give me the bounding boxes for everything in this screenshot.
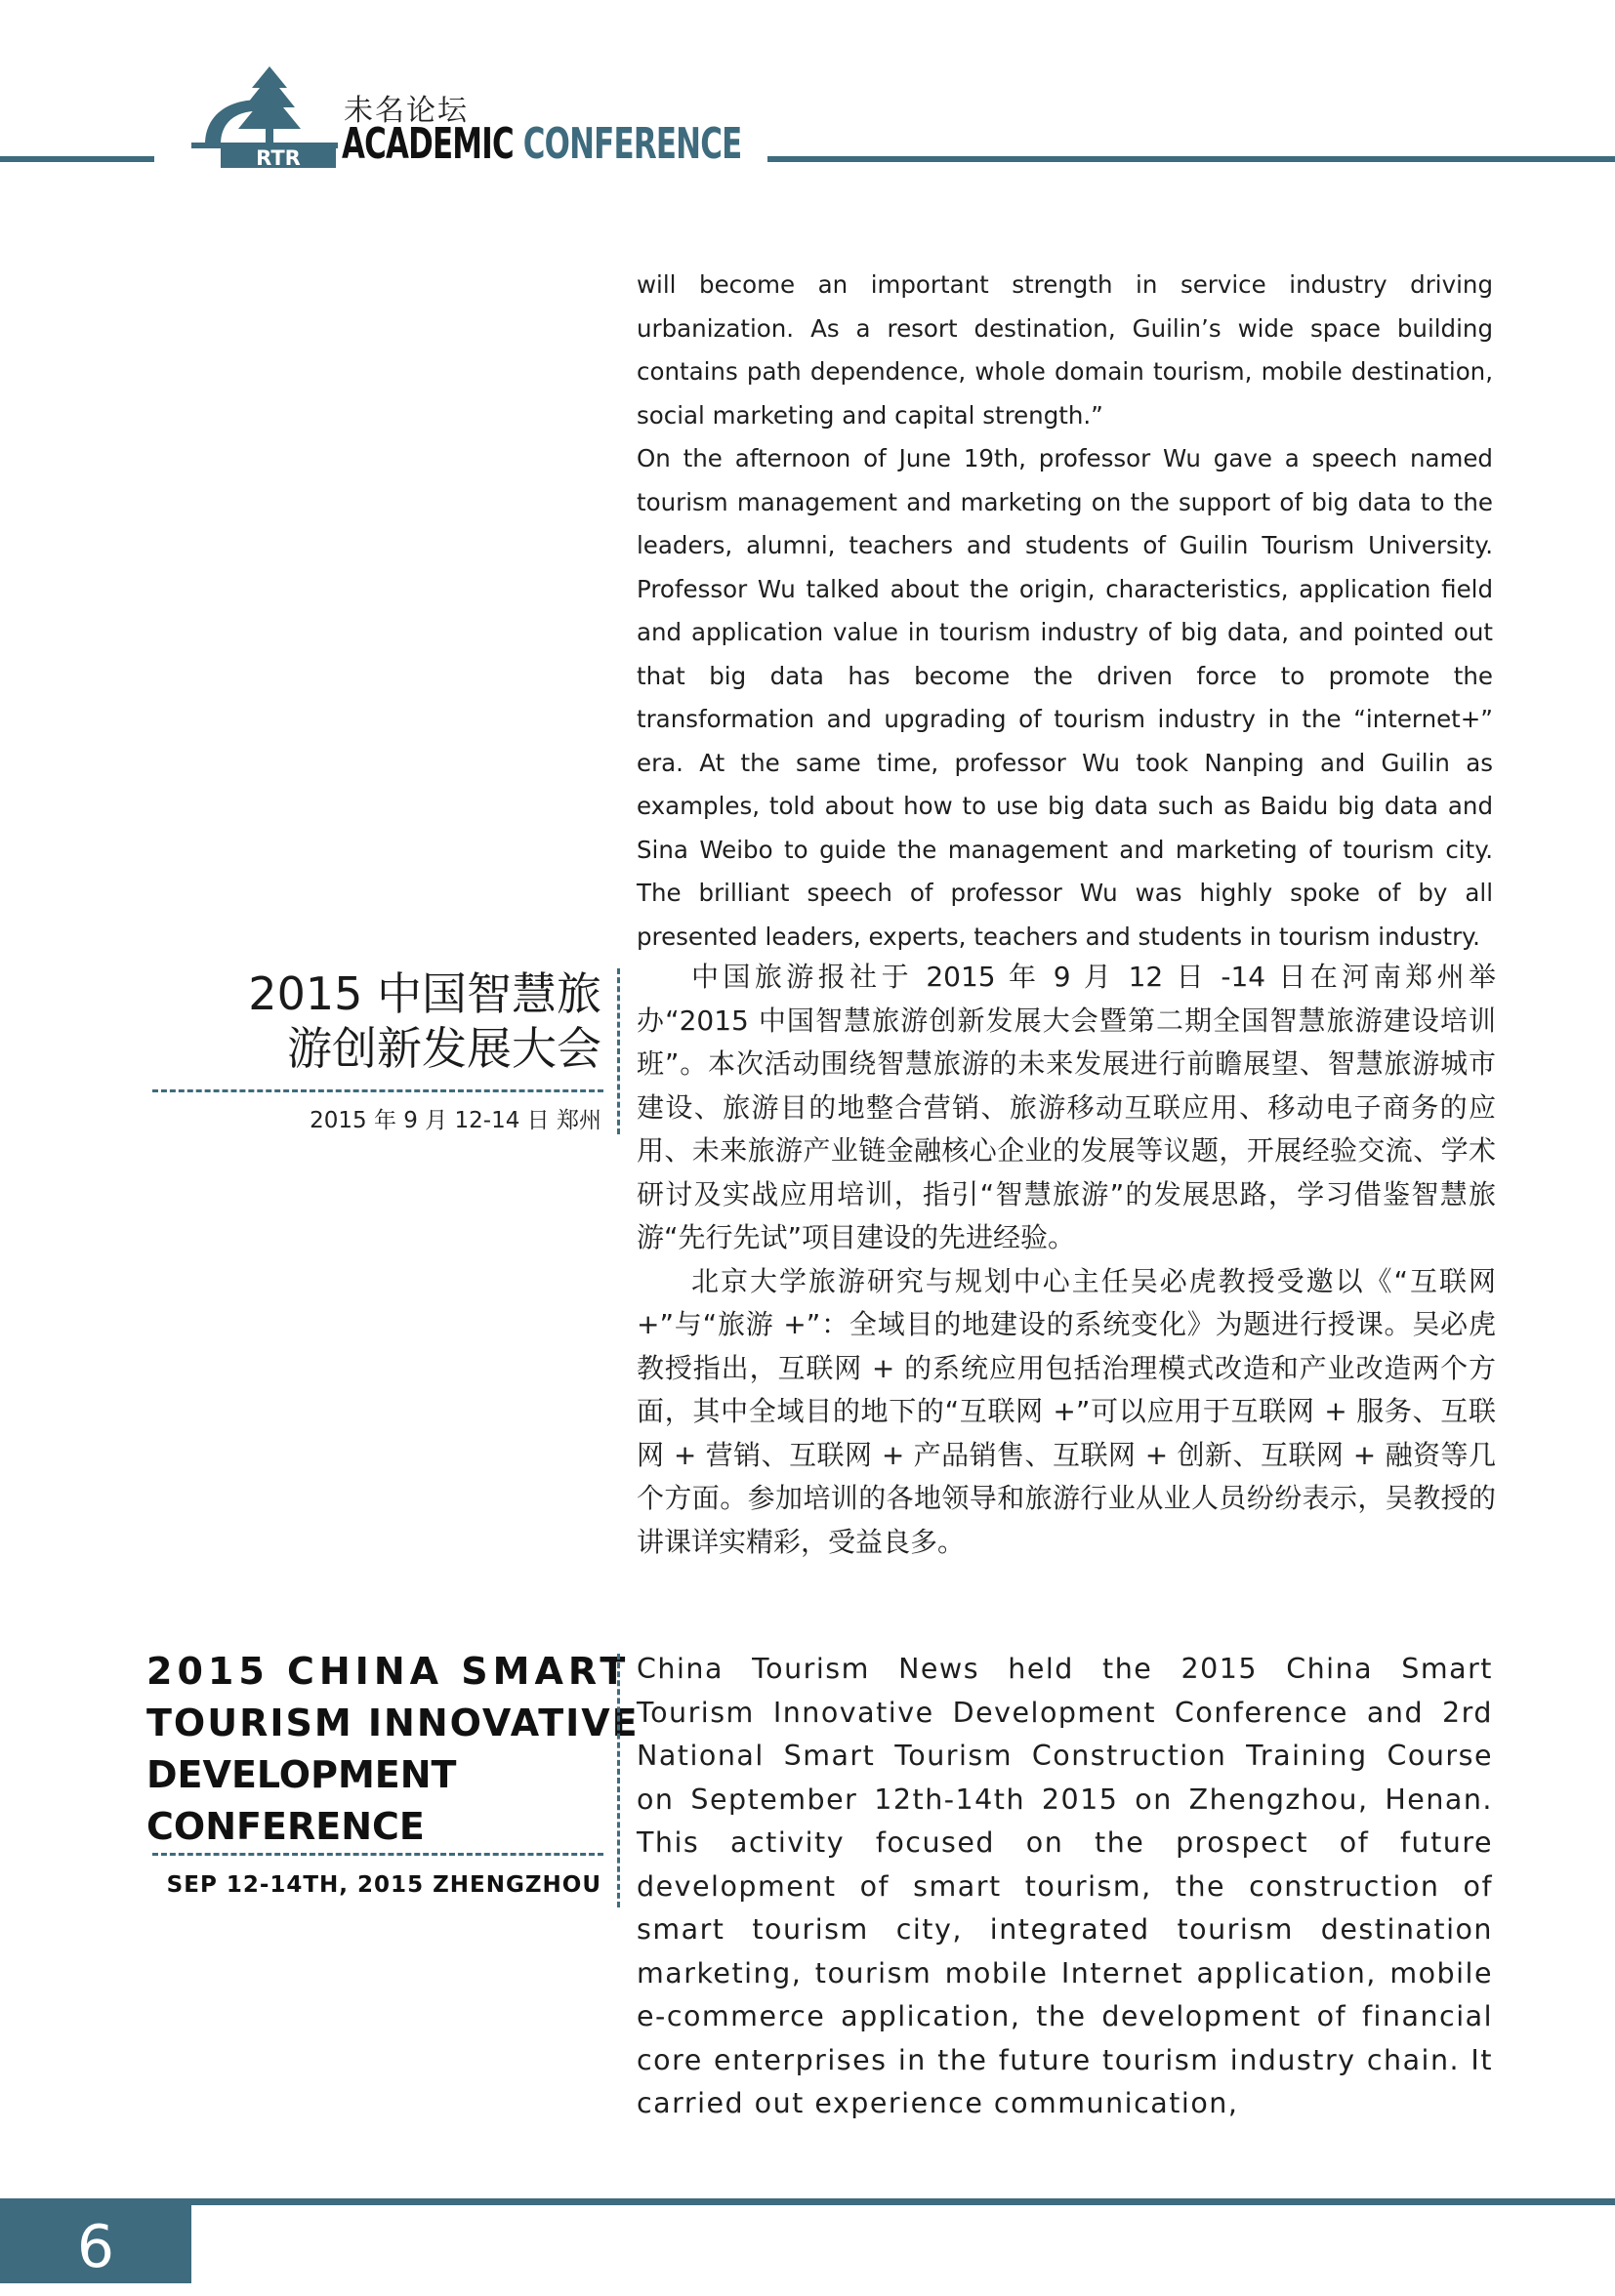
article-continuation xyxy=(637,264,1493,959)
vertical-divider-cn xyxy=(617,968,620,1134)
svg-text:RTR: RTR xyxy=(256,146,301,170)
section-paragraph-cn: 中国旅游报社于 2015 年 9 月 12 日 -14 日在河南郑州举办“2015 中国智慧旅游创新发展大会暨第二期全国智慧旅游建设培训班”。本次活动围绕智慧旅游的未来发展进行前瞻展望、智慧旅游城市建设、旅游目的地整合营销、旅游移动互联应用、移动电子商务的应用、未来旅游产业链金融核心企业的发展等议题，开展经验交流、学术研讨及实战应用培训，指引“智慧旅游”的发展思路，学习借鉴智慧旅游“先行先试”项目建设的先进经验。 xyxy=(637,961,1496,1253)
article-paragraph: On the afternoon of June 19th, professor Wu gave a speech named tourism management and marketing on the support of big data to the leaders, alumni, teachers and students of Guilin Tourism University. Professor Wu talked about the origin, characteristics, application field and application value in tourism industry of big data, and pointed out that big data has become the driven force to promote the transformation and upgrading of tourism industry in the “internet+” era. At the same time, professor Wu took Nanping and Guilin as examples, told about how to use big data such as Baidu big data and Sina Weibo to guide the management and marketing of tourism city. The brilliant speech of professor Wu was highly spoke of by all presented leaders, experts, teachers and students in tourism industry. xyxy=(637,444,1493,951)
page-number: 6 xyxy=(76,2213,115,2281)
vertical-divider-en xyxy=(617,1654,620,1907)
section-paragraph-cn: 北京大学旅游研究与规划中心主任吴必虎教授受邀以《“互联网 +”与“旅游 +”：全域目的地建设的系统变化》为题进行授课。吴必虎教授指出，互联网 + 的系统应用包括治理模式改造和产业改造两个方面，其中全域目的地下的“互联网 +”可以应用于互联网 + 服务、互联网 + 营销、互联网 + 产品销售、互联网 + 创新、互联网 + 融资等几个方面。参加培训的各地领导和旅游行业从业人员纷纷表示，吴教授的讲课详实精彩，受益良多。 xyxy=(637,1264,1496,1558)
header-rule-left xyxy=(0,156,154,162)
section-body-en: China Tourism News held the 2015 China Smart Tourism Innovative Development Conference and 2rd National Smart Tourism Construction Training Course on September 12th-14th 2015 on Zhengzhou, Henan. This activity focused on the prospect of future development of smart tourism, the construction of smart tourism city, integrated tourism destination marketing, tourism mobile Internet application, mobile e-commerce application, the development of financial core enterprises in the future tourism industry chain. It carried out experience communication, xyxy=(637,1653,1493,2119)
header-rule-right xyxy=(767,156,1615,162)
brand-name-cn: 未名论坛 xyxy=(344,94,469,128)
section-title-en xyxy=(146,1646,640,1853)
section-title-en-line: DEVELOPMENT xyxy=(146,1753,457,1796)
brand-word-conference: CONFERENCE xyxy=(522,119,742,169)
section-title-en-line: 2015 CHINA SMART xyxy=(146,1650,631,1693)
section-divider-cn xyxy=(152,1089,603,1092)
section-title-cn xyxy=(146,966,601,1076)
rtr-tree-logo-icon xyxy=(182,64,338,172)
logo-letters xyxy=(221,146,336,170)
section-date-en: SEP 12-14TH, 2015 ZHENGZHOU xyxy=(166,1872,601,1898)
brand-word-academic: ACADEMIC xyxy=(342,119,514,169)
section-body-cn xyxy=(637,956,1496,1564)
section-divider-en xyxy=(152,1853,603,1856)
brand-name-en xyxy=(342,119,741,169)
section-title-en-line: CONFERENCE xyxy=(146,1805,425,1848)
section-title-cn-line: 游创新发展大会 xyxy=(287,1022,601,1075)
article-paragraph: will become an important strength in service industry driving urbanization. As a resort destination, Guilin’s wide space building contains path dependence, whole domain tourism, mobile destination, social marketing and capital strength.” xyxy=(637,270,1493,430)
section-title-cn-line: 2015 中国智慧旅 xyxy=(248,967,601,1020)
section-title-en-line: TOURISM INNOVATIVE xyxy=(146,1702,640,1744)
section-date-cn: 2015 年 9 月 12-14 日 郑州 xyxy=(310,1108,601,1133)
footer-rule xyxy=(191,2198,1615,2205)
